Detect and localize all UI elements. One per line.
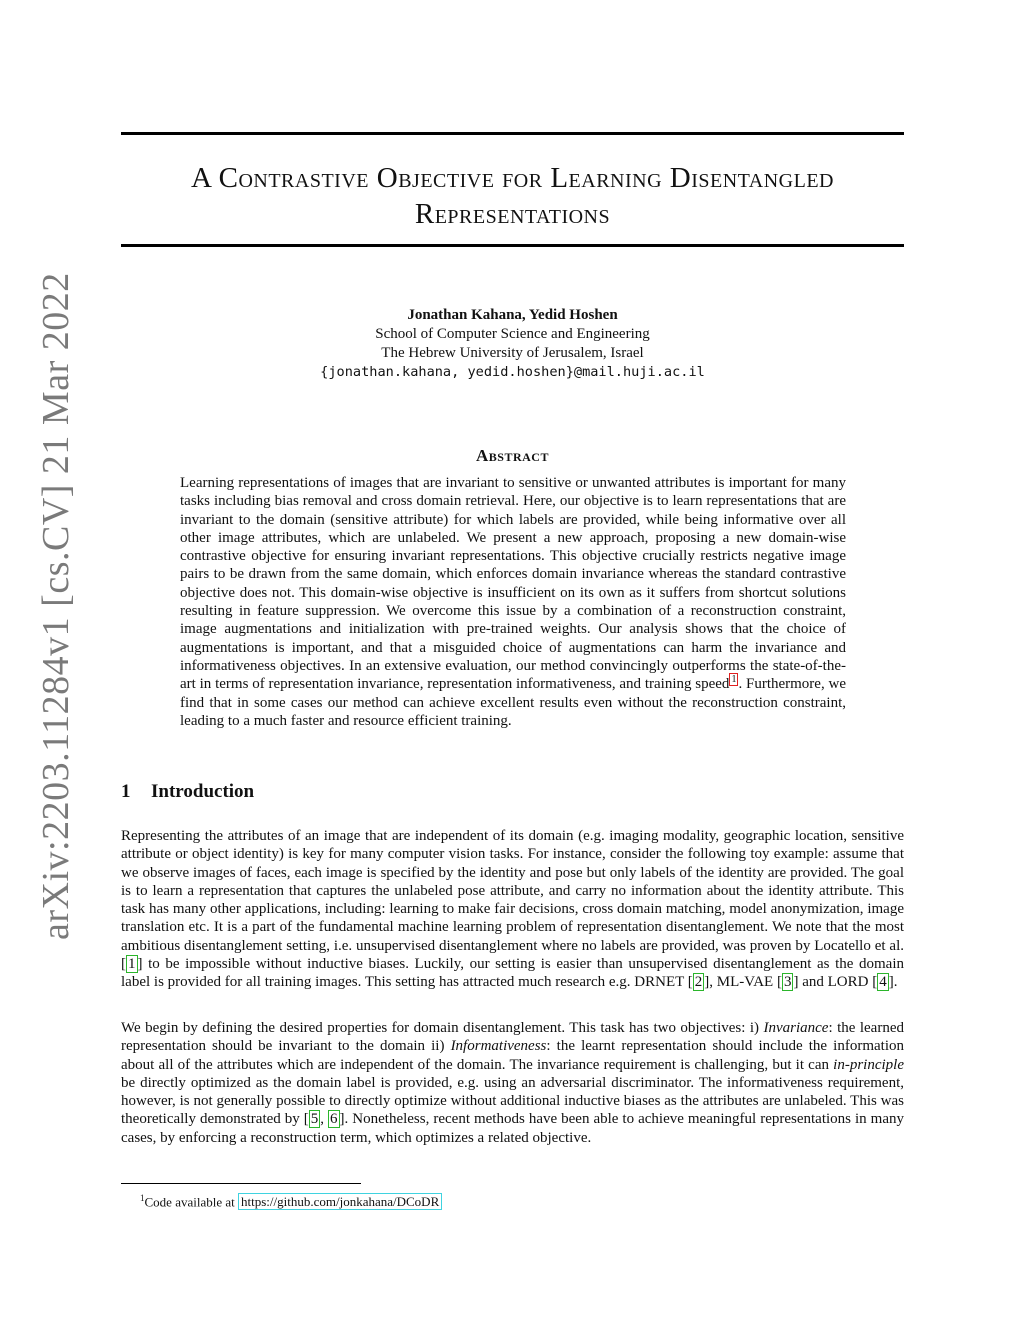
para-text: be directly optimized as the domain label is provided, e.g. using an adversarial discriminator. The informativeness requirement, however, is not generally possible to directly optimize without additional inductive biases as the attributes are unlabeled. This was theoretically demonstrated by (121, 1074, 904, 1128)
para-text: : the learned representation should be invariant to the domain ii) (121, 1020, 904, 1055)
author-names: Jonathan Kahana, Yedid Hoshen (407, 307, 618, 323)
abstract-text-main: Learning representations of images that are invariant to sensitive or unwanted attributes is important for many tasks including bias removal and cross domain retrieval. Here, our objective is to learn representations that are invariant to the domain (sensitive attribute) for which labels are provided, while being informative over all other image attributes, which are unlabeled. We present a new approach, proposing a new domain-wise contrastive objective for ensuring invariant representations. This objective crucially restricts negative image pairs to be drawn from the same domain, which enforces domain invariance whereas the standard contrastive objective does not. This domain-wise objective is insufficient on its own as it suffers from shortcut solutions resulting in feature suppression. We overcome this issue by a combination of a reconstruction constraint, image augmentations and initialization with pre-trained weights. Our analysis shows that the choice of augmentations is important, and that a misguided choice of augmentations can harm the invariance and informativeness objectives. In an extensive evaluation, our method convincingly outperforms the state-of-the-art in terms of representation invariance, representation informativeness, and training speed (180, 475, 846, 693)
footnote-mark: 1 (140, 1193, 145, 1203)
intro-paragraph-1: Representing the attributes of an image that are independent of its domain (e.g. imaging modality, geographic location, sensitive attribute or object identity) is key for many computer vision tasks. For instance, consider the following toy example: assume that we observe images of faces, each image is specified by the identity and pose but only labels of the identity are provided. The goal is to learn a representation that captures the unlabeled pose attribute, and carry no information about the identity attribute. This task has many other applications, including: learning to make fair decisions, cross domain matching, model anonymization, image translation etc. It is a part of the fundamental machine learning problem of representation disentanglement. We note that the most ambitious disentanglement setting, i.e. unsupervised disentanglement where no labels are provided, was proven by Locatello et al. [ 1 ] to be impossible without inductive biases. Luckily, our setting is easier than unsupervised disentanglement as the domain label is provided for all training images. This setting has attracted much research e.g. DRNET [ 2 ], ML-VAE [ 3 ] and LORD [ 4 ]. (121, 828, 904, 991)
arxiv-side-label: arXiv:2203.11284v1 [cs.CV] 21 Mar 2022 (35, 272, 77, 940)
author-block (121, 306, 904, 382)
section-number: 1 (121, 781, 131, 802)
paper-title (121, 160, 904, 232)
citation-link[interactable]: 6 (330, 1111, 338, 1128)
emphasis-informativeness: Informativeness (450, 1038, 547, 1055)
title-line-2: Representations (414, 198, 611, 230)
emphasis-in-principle: in-principle (833, 1056, 904, 1073)
para-text: to be impossible without inductive biases. Luckily, our setting is easier than unsupervised disentanglement as the domain label is provided for all training images. This setting has attracted much research e.g. DRNET (121, 956, 904, 991)
para-text: , ML-VAE (709, 974, 777, 991)
author-email[interactable]: {jonathan.kahana, yedid.hoshen}@mail.huji.ac.il (320, 364, 705, 380)
citation-link[interactable]: 1 (128, 956, 136, 973)
code-url-link[interactable]: https://github.com/jonkahana/DCoDR (238, 1193, 442, 1210)
affiliation-school: School of Computer Science and Engineering (375, 326, 650, 342)
footnote-divider (121, 1183, 361, 1184)
title-bottom-rule (121, 244, 904, 247)
para-text: and LORD (798, 974, 873, 991)
para-text: We begin by defining the desired properties for domain disentanglement. This task has two objectives: i) (121, 1020, 764, 1036)
citation-link[interactable]: 3 (783, 974, 792, 991)
para-text: . (893, 974, 898, 991)
para-text: , (320, 1111, 329, 1128)
title-line-1: A Contrastive Objective for Learning Disentangled (191, 162, 834, 194)
footnote (140, 1189, 442, 1211)
para-text: : the learnt representation should include the information about all of the attributes which are independent of the domain. The invariance requirement is challenging, but it can (121, 1038, 904, 1073)
abstract-heading: Abstract (476, 446, 549, 465)
citation-link[interactable]: 2 (694, 974, 703, 991)
abstract-text-end: . Furthermore, we find that in some cases our method can achieve excellent results even without the reconstruction constraint, leading to a much faster and resource efficient training. (180, 676, 846, 729)
section-title: Introduction (151, 781, 255, 802)
citation-link[interactable]: 4 (879, 974, 887, 991)
affiliation-university: The Hebrew University of Jerusalem, Israel (381, 345, 644, 361)
section-heading-introduction (121, 781, 254, 803)
footnote-text: Code available at (144, 1194, 238, 1210)
citation-link[interactable]: 5 (310, 1111, 319, 1128)
intro-paragraph-2: We begin by defining the desired properties for domain disentanglement. This task has two objectives: i) Invariance: the learned representation should be invariant to the domain ii) Informativeness: the learnt representation should include the information about all of the attributes which are independent of the domain. The invariance requirement is challenging, but it can in-principle be directly optimized as the domain label is provided, e.g. using an adversarial discriminator. The informativeness requirement, however, is not generally possible to directly optimize without additional inductive biases as the attributes are unlabeled. This was theoretically demonstrated by [ 5 , 6 ]. Nonetheless, recent methods have been able to achieve meaningful representations in many cases, by enforcing a reconstruction term, which optimizes a related objective. (121, 1020, 904, 1146)
emphasis-invariance: Invariance (763, 1020, 829, 1036)
abstract-body (180, 474, 846, 730)
para-text: Representing the attributes of an image that are independent of its domain (e.g. imaging modality, geographic location, sensitive attribute or object identity) is key for many computer vision tasks. For instance, consider the following toy example: assume that we observe images of faces, each image is specified by the identity and pose but only labels of the identity are provided. The goal is to learn a representation that captures the unlabeled pose attribute, and carry no information about the identity attribute. This task has many other applications, including: learning to make fair decisions, cross domain matching, model anonymization, image translation etc. It is a part of the fundamental machine learning problem of representation disentanglement. We note that the most ambitious disentanglement setting, i.e. unsupervised disentanglement where no labels are provided, was proven by Locatello et al. (121, 828, 904, 954)
title-top-rule (121, 132, 904, 135)
footnote-ref-link[interactable]: 1 (731, 674, 737, 686)
para-text: . Nonetheless, recent methods have been able to achieve meaningful representations in many cases, by enforcing a reconstruction term, which optimizes a related objective. (121, 1111, 904, 1146)
